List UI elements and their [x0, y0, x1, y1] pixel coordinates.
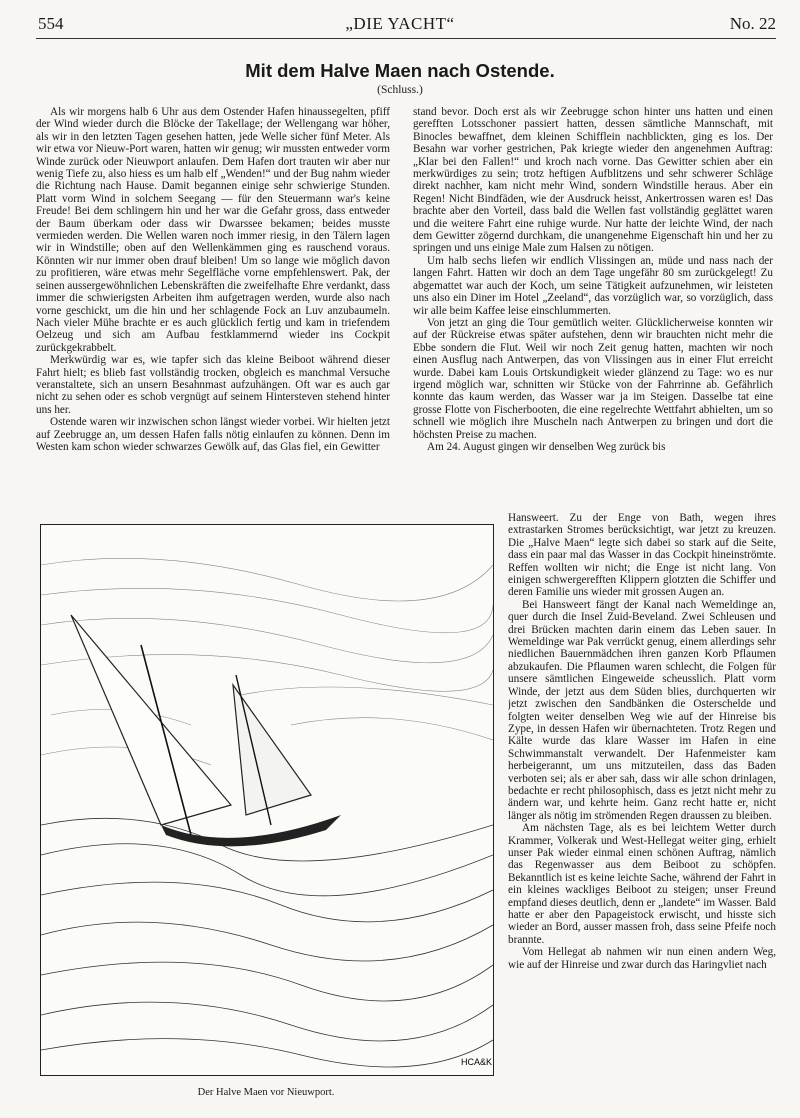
paragraph: Von jetzt an ging die Tour gemütlich weiter. Glücklicherweise konnten wir auf der Rückreise etwas später aufstehen, denn wir brauchten nicht mehr die Ebbe sondern die Flut. Weil wir noch Zeit genug hatten, machten wir noch einen Ausflug nach Antwerpen, das von Vlissingen aus in einer Flut erreicht wurde. Dabei kam Louis Ortskundigkeit wieder glänzend zu Tage: wo es nur irgend möglich war, schnitten wir Stücke von der Fahrrinne ab. Gefährlich konnte das kaum werden, das Wasser war ja im Steigen. Dasselbe tat eine grosse Flotte von Fischerbooten, die eine regelrechte Wettfahrt abhielten, um so schnell wie möglich ihre Muscheln nach Antwerpen zu bringen und dort die höchsten Preise zu machen.	[413, 316, 773, 441]
paragraph: Ostende waren wir inzwischen schon längst wieder vorbei. Wir hielten jetzt auf Zeebrugge an, um dessen Hafen falls nötig einlaufen zu können. Denn im Westen kam schon wieder schwarzes Gewölk auf, das Glas fiel, ein Gewitter	[36, 416, 390, 453]
paragraph: stand bevor. Doch erst als wir Zeebrugge schon hinter uns hatten und einen gerefften Lotsschoner passiert hatten, dessen sämtliche Mannschaft, mit Binocles bewaffnet, dem kleinen Schifflein nachblickten, ging es los. Der Besahn war vorher gestrichen, Pak kriegte wieder den angenehmen Auftrag: „Klar bei den Fallen!“ und kroch nach vorne. Das Gewitter schien aber ein merkwürdiges zu sein; trotz heftigen Aufblitzens und sehr schwerer Schläge direkt nachher, kam nicht mehr Wind, sondern Windstille heraus. Aber ein Regen! Nicht Bindfäden, wie der Ausdruck heisst, Ankertrossen waren es! Das brachte aber den Vorteil, dass bald die Wellen fast vollständig geglättet waren und die weitere Fahrt eine ruhige wurde. Nur hatte der leichte Wind, der nach dem Gewitter zögernd durchkam, die unangenehme Eigenschaft hin und her zu springen und uns einige Male zum Halsen zu nötigen.	[413, 106, 773, 255]
paragraph: Hansweert. Zu der Enge von Bath, wegen ihres extrastarken Stromes berücksichtigt, war jetzt zu kreuzen. Die „Halve Maen“ legte sich dabei so stark auf die Seite, dass ein paar mal das Wasser in das Cockpit hineinströmte. Reffen wollten wir nicht; die Enge ist nicht lang. Von einigen schwergerefften Klippern glotzten die Schiffer und deren Familie uns wieder mit grossen Augen an.	[508, 512, 776, 599]
header-rule	[36, 38, 776, 39]
paragraph: Vom Hellegat ab nahmen wir nun einen andern Weg, wie auf der Hinreise und zwar durch das Haringvliet nach	[508, 946, 776, 971]
running-header	[0, 14, 800, 38]
paragraph: Am nächsten Tage, als es bei leichtem Wetter durch Krammer, Volkerak und West-Hellegat weiter ging, erhielt unser Pak wieder einmal einen schönen Auftrag, nämlich das Regenwasser aus dem Beiboot zu schöpfen. Bekanntlich ist es keine leichte Sache, während der Fahrt in ein kleines wackliges Beiboot zu steigen; unser Freund empfand dieses deutlich, denn er „landete“ im Wasser. Bald hatte er aber den Papageistock erwischt, und hisste sich wieder an Bord, ausser massen froh, dass seine Pfeife noch brannte.	[508, 822, 776, 946]
artist-signature: HCA&K	[461, 1057, 493, 1067]
magazine-title: „DIE YACHT“	[345, 14, 455, 33]
paragraph: Am 24. August gingen wir denselben Weg zurück bis	[427, 440, 666, 453]
illustration-sailboat	[40, 524, 494, 1076]
sailboat-engraving	[41, 525, 493, 1075]
article-title: Mit dem Halve Maen nach Ostende.	[245, 60, 555, 81]
paragraph: Als wir morgens halb 6 Uhr aus dem Ostender Hafen hinaussegelten, pfiff der Wind wieder durch die Blöcke der Takellage; der Wellengang war höher, als wir in den letzten Tagen gesehen hatten, jede Welle sicher fünf Meter. Als wir etwa vor Nieuw-Port waren, hatten wir genug; wir mussten entweder vorm Winde zurück oder Nieuwport anlaufen. Dem Hafen dort trauten wir aber nur wenig Tiefe zu, also hiess es um halb elf „Wenden!“ und der Bug nahm wieder die Richtung nach Hause. Damit begannen einige sehr schwierige Stunden. Platt vorm Wind in solchem Seegang — für den Steuermann war's keine Freude! Bei dem schlingern hin und her war die Gefahr gross, dass entweder der Baum überkam oder dass wir Dwarssee bekamen; beides musste vermieden werden. Die Wellen waren noch immer riesig, in den Tälern lagen wir in Windstille; oben auf den Wellenkämmen ging es rauschend voraus. Könnten wir nur immer oben drauf bleiben! Um so lange wie möglich davon zu profitieren, wäre etwas mehr Segelfläche vorne empfehlenswert. Pak, der seinen aussergewöhnlichen Lebenskräften die zweifelhafte Ehre verdankt, dass immer die schwierigsten Arbeiten ihm aufgetragen werden, wurde also nach vorne geschickt, um die hin und her schlagende Fock an Luv anzubaumeln. Nach vieler Mühe brachte er es auch glücklich fertig und kam in triefendem Oelzeug und sich am Aufbau festklammernd wieder ins Cockpit zurückgekrabbelt.	[36, 106, 390, 354]
text-column-left	[36, 106, 390, 512]
text-column-right-bottom	[508, 512, 776, 1110]
paragraph: Merkwürdig war es, wie tapfer sich das kleine Beiboot während dieser Fahrt hielt; es blieb fast vollständig trocken, obgleich es manchmal Versuche veranstaltete, sich an unsern Besahnmast aufzuhängen. Oft war es auch gar nicht zu sehen oder es schob vergnügt auf seinem Hintersteven stehend hinter uns her.	[36, 354, 390, 416]
article-subtitle: (Schluss.)	[377, 84, 423, 96]
text-column-right-top	[413, 106, 773, 512]
paragraph: Bei Hansweert fängt der Kanal nach Wemeldinge an, quer durch die Insel Zuid-Beveland. Zwei Schleusen und drei Brücken machten darin einem das Leben sauer. In Wemeldinge war Pak verrückt genug, einem allerdings sehr niedlichen Bauernmädchen ihren ganzen Korb Pflaumen abzukaufen. Die Pflaumen waren schlecht, die Folgen für unsere sämtlichen Eingeweide scheusslich. Platt vorm Winde, der jetzt aus dem Süden blies, durchquerten wir jetzt zwischen den Sandbänken die Osterschelde und folgten weiter denselben Weg wie auf der Hinreise bis Zype, in dessen Hafen wir übernachteten. Trotz Regen und Kälte wurde das klare Wasser im Hafen in eine Schwimmanstalt verwandelt. Der Hafenmeister kam herbeigerannt, um uns mitzuteilen, dass das Baden verboten sei; als er aber sah, dass wir alle schon drinlagen, bedachte er recht philosophisch, dass es jetzt nicht mehr zu ändern war, und kehrte heim. Ganz recht hatte er, nicht länger als nötig im strömenden Regen draussen zu bleiben.	[508, 598, 776, 822]
page-number: 554	[38, 14, 64, 33]
issue-number: No. 22	[729, 14, 776, 33]
figure-caption: Der Halve Maen vor Nieuwport.	[197, 1087, 335, 1098]
paragraph: Um halb sechs liefen wir endlich Vlissingen an, müde und nass nach der langen Fahrt. Hatten wir doch an dem Tage ungefähr 80 sm zurückgelegt! Zu abgemattet war auch der Koch, um seine Tätigkeit aufzunehmen, wir leisteten uns also ein Diner im Hotel „Zeeland“, das vorzüglich war, so vorzüglich, dass wir alle beim Kaffee leise einschlummerten.	[413, 254, 773, 317]
